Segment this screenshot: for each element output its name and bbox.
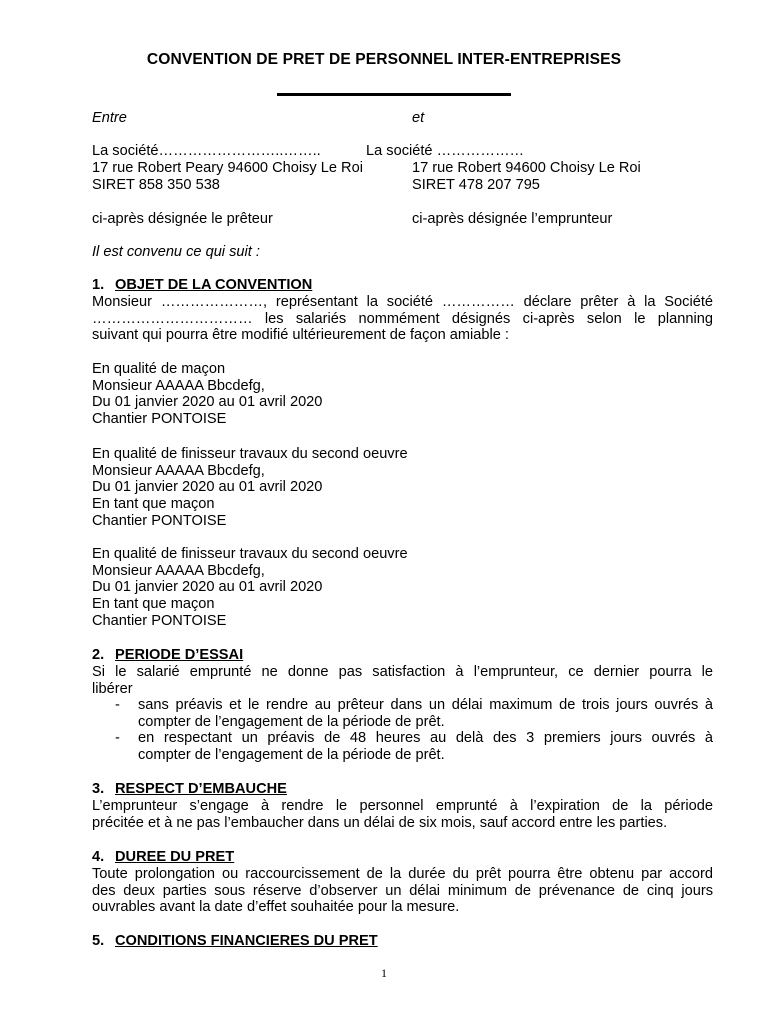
paragraph-line: Si le salarié emprunté ne donne pas satisfaction à l’emprunteur, ce dernier pourra le — [92, 664, 713, 680]
employee-role: En qualité de finisseur travaux du second oeuvre — [92, 546, 408, 562]
list-item-line: compter de l’engagement de la période de prêt. — [138, 713, 445, 730]
employee-block-2 — [92, 446, 713, 529]
list-item-line: en respectant un préavis de 48 heures au delà des 3 premiers jours ouvrés à — [138, 730, 713, 747]
paragraph-line: des deux parties sous réserve d’observer un délai minimum de prévenance de cinq jours — [92, 882, 713, 899]
party-right-role: ci-après désignée l’emprunteur — [412, 211, 613, 227]
bullet-dash: - — [115, 730, 120, 747]
employee-period: Du 01 janvier 2020 au 01 avril 2020 — [92, 479, 323, 496]
employee-site: Chantier PONTOISE — [92, 512, 227, 529]
party-left-address: 17 rue Robert Peary 94600 Choisy Le Roi — [92, 160, 363, 176]
page-number: 1 — [381, 966, 387, 980]
employee-name: Monsieur AAAAA Bbcdefg, — [92, 377, 265, 394]
paragraph-line: précitée et à ne pas l’embaucher dans un délai de six mois, sauf accord entre les parties. — [92, 814, 668, 831]
section-title: CONDITIONS FINANCIERES DU PRET — [115, 933, 378, 949]
section-5-heading — [92, 933, 378, 950]
list-item-line: compter de l’engagement de la période de prêt. — [138, 747, 445, 764]
employee-role: En qualité de finisseur travaux du second oeuvre — [92, 446, 408, 462]
title-underline-rule — [277, 93, 511, 96]
paragraph-line: Monsieur …………………, représentant la société …………… déclare prêter à la Société — [92, 294, 713, 310]
section-title: PERIODE D’ESSAI — [115, 647, 244, 663]
section-2-heading — [92, 647, 243, 664]
party-left-label: Entre — [92, 110, 127, 126]
section-4-paragraph — [92, 866, 713, 916]
section-number: 1. — [92, 277, 105, 293]
employee-period: Du 01 janvier 2020 au 01 avril 2020 — [92, 394, 323, 411]
employee-period: Du 01 janvier 2020 au 01 avril 2020 — [92, 579, 323, 596]
paragraph-line: Toute prolongation ou raccourcissement de la durée du prêt pourra être obtenu par accord — [92, 866, 713, 882]
party-right-siret: SIRET 478 207 795 — [412, 177, 540, 193]
employee-block-3 — [92, 546, 713, 629]
party-left-siret: SIRET 858 350 538 — [92, 177, 220, 193]
party-right-address: 17 rue Robert 94600 Choisy Le Roi — [412, 160, 641, 176]
section-3-heading — [92, 781, 287, 798]
employee-site: Chantier PONTOISE — [92, 612, 227, 629]
paragraph-line: L’emprunteur s’engage à rendre le personnel emprunté à l’expiration de la période — [92, 798, 713, 814]
section-number: 5. — [92, 933, 105, 949]
section-3-paragraph — [92, 798, 713, 831]
employee-name: Monsieur AAAAA Bbcdefg, — [92, 562, 265, 579]
list-item-line: sans préavis et le rendre au prêteur dans un délai maximum de trois jours ouvrés à — [138, 697, 713, 713]
employee-role: En qualité de maçon — [92, 361, 226, 377]
party-right-company: La société ……………… — [366, 143, 525, 159]
section-number: 4. — [92, 849, 105, 865]
paragraph-line: suivant qui pourra être modifié ultérieurement de façon amiable : — [92, 327, 509, 344]
employee-site: Chantier PONTOISE — [92, 411, 227, 428]
section-4-heading — [92, 849, 234, 866]
party-right-label: et — [412, 110, 425, 126]
section-title: DUREE DU PRET — [115, 849, 235, 865]
document-title: CONVENTION DE PRET DE PERSONNEL INTER-ENTREPRISES — [146, 51, 622, 68]
section-number: 3. — [92, 781, 105, 797]
section-2-bullet-list — [92, 697, 713, 764]
section-2-paragraph — [92, 664, 713, 697]
party-left-role: ci-après désignée le prêteur — [92, 211, 273, 227]
paragraph-line: libérer — [92, 680, 133, 697]
paragraph-line: ouvrables avant la date d’effet souhaitée pour la mesure. — [92, 899, 460, 916]
intro-text: Il est convenu ce qui suit : — [92, 244, 260, 260]
section-title: RESPECT D’EMBAUCHE — [115, 781, 287, 797]
employee-capacity: En tant que maçon — [92, 496, 215, 513]
employee-name: Monsieur AAAAA Bbcdefg, — [92, 462, 265, 479]
section-number: 2. — [92, 647, 105, 663]
bullet-dash: - — [115, 697, 120, 713]
party-left-company: La société……………………..…….. — [92, 143, 321, 159]
section-1-heading — [92, 277, 312, 294]
list-item — [92, 697, 713, 730]
section-title: OBJET DE LA CONVENTION — [115, 277, 313, 293]
section-1-paragraph — [92, 294, 713, 344]
employee-capacity: En tant que maçon — [92, 596, 215, 613]
employee-block-1 — [92, 361, 713, 428]
list-item — [92, 730, 713, 763]
paragraph-line: …………………………… les salariés nommément désignés ci-après selon le planning — [92, 310, 713, 327]
